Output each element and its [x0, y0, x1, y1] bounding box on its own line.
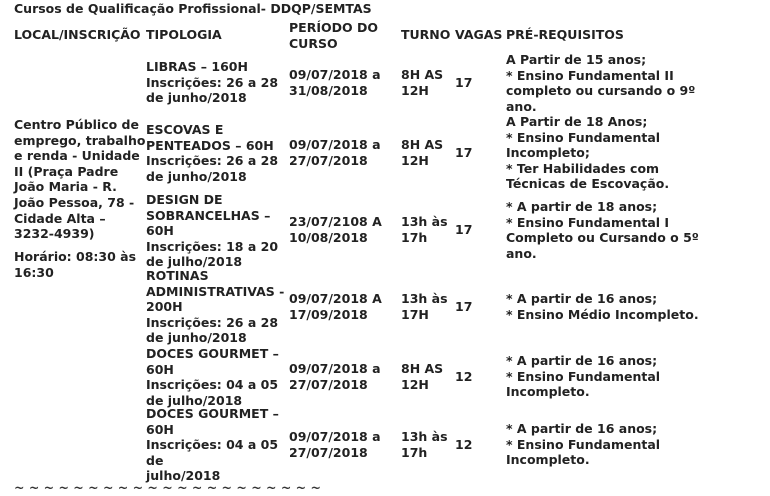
- cell-tipologia: DOCES GOURMET – 60H Inscrições: 04 a 05 de julho/2018: [146, 346, 279, 408]
- cell-vagas: 17: [455, 75, 473, 90]
- cell-turno: 8H AS 12H: [401, 361, 444, 392]
- cell-turno: 13h às 17h: [401, 429, 448, 460]
- cell-requisitos: * A partir de 16 anos; * Ensino Fundamental Incompleto.: [506, 421, 661, 468]
- cell-periodo: 09/07/2018 A 17/09/2018: [289, 291, 382, 322]
- page-title: Cursos de Qualificação Profissional- DDQP/SEMTAS: [14, 1, 372, 16]
- header-tipologia: TIPOLOGIA: [146, 27, 222, 42]
- cell-requisitos: * A partir de 16 anos; * Ensino Fundamental Incompleto.: [506, 353, 661, 400]
- cell-vagas: 17: [455, 222, 473, 237]
- cell-periodo: 09/07/2018 a 31/08/2018: [289, 67, 381, 98]
- cell-tipologia: ESCOVAS E PENTEADOS – 60H Inscrições: 26 a 28 de junho/2018: [146, 122, 279, 184]
- cell-tipologia: DOCES GOURMET – 60H Inscrições: 04 a 05 de julho/2018: [146, 406, 279, 484]
- cell-tipologia: DESIGN DE SOBRANCELHAS – 60H Inscrições: 18 a 20 de julho/2018: [146, 192, 279, 270]
- header-vagas: VAGAS: [455, 27, 503, 42]
- cell-vagas: 12: [455, 369, 473, 384]
- cell-periodo: 09/07/2018 a 27/07/2018: [289, 361, 381, 392]
- cell-requisitos: * A partir de 18 anos; * Ensino Fundamental I Completo ou Cursando o 5º ano.: [506, 199, 699, 261]
- cell-periodo: 09/07/2018 a 27/07/2018: [289, 429, 381, 460]
- cell-vagas: 17: [455, 299, 473, 314]
- cell-requisitos: A Partir de 18 Anos; * Ensino Fundamental Incompleto; * Ter Habilidades com Técnicas de Escovação.: [506, 114, 670, 192]
- cell-turno: 8H AS 12H: [401, 67, 444, 98]
- cell-vagas: 17: [455, 145, 473, 160]
- cell-turno: 13h às 17H: [401, 291, 448, 322]
- cell-tipologia: LIBRAS – 160H Inscrições: 26 a 28 de junho/2018: [146, 59, 279, 106]
- header-local: LOCAL/INSCRIÇÃO: [14, 27, 141, 42]
- cell-turno: 8H AS 12H: [401, 137, 444, 168]
- cell-periodo: 23/07/2108 A 10/08/2018: [289, 214, 382, 245]
- cell-periodo: 09/07/2018 a 27/07/2018: [289, 137, 381, 168]
- cell-turno: 13h às 17h: [401, 214, 448, 245]
- header-requisitos: PRÉ-REQUISITOS: [506, 27, 624, 42]
- cut-off-next-row: ~ ~ ~ ~ ~ ~ ~ ~ ~ ~ ~ ~ ~ ~ ~ ~ ~ ~ ~ ~ ~: [14, 480, 321, 495]
- header-periodo: PERÍODO DO CURSO: [289, 20, 378, 51]
- header-turno: TURNO: [401, 27, 451, 42]
- local-address: Centro Público de emprego, trabalho e renda - Unidade II (Praça Padre João Maria - R. João Pessoa, 78 - Cidade Alta – 3232-4939): [14, 117, 146, 242]
- cell-requisitos: * A partir de 16 anos; * Ensino Médio Incompleto.: [506, 291, 699, 322]
- cell-tipologia: ROTINAS ADMINISTRATIVAS - 200H Inscrições: 26 a 28 de junho/2018: [146, 268, 285, 346]
- cell-requisitos: A Partir de 15 anos; * Ensino Fundamental II completo ou cursando o 9º ano.: [506, 52, 696, 114]
- local-hours: Horário: 08:30 às 16:30: [14, 249, 137, 280]
- cell-vagas: 12: [455, 437, 473, 452]
